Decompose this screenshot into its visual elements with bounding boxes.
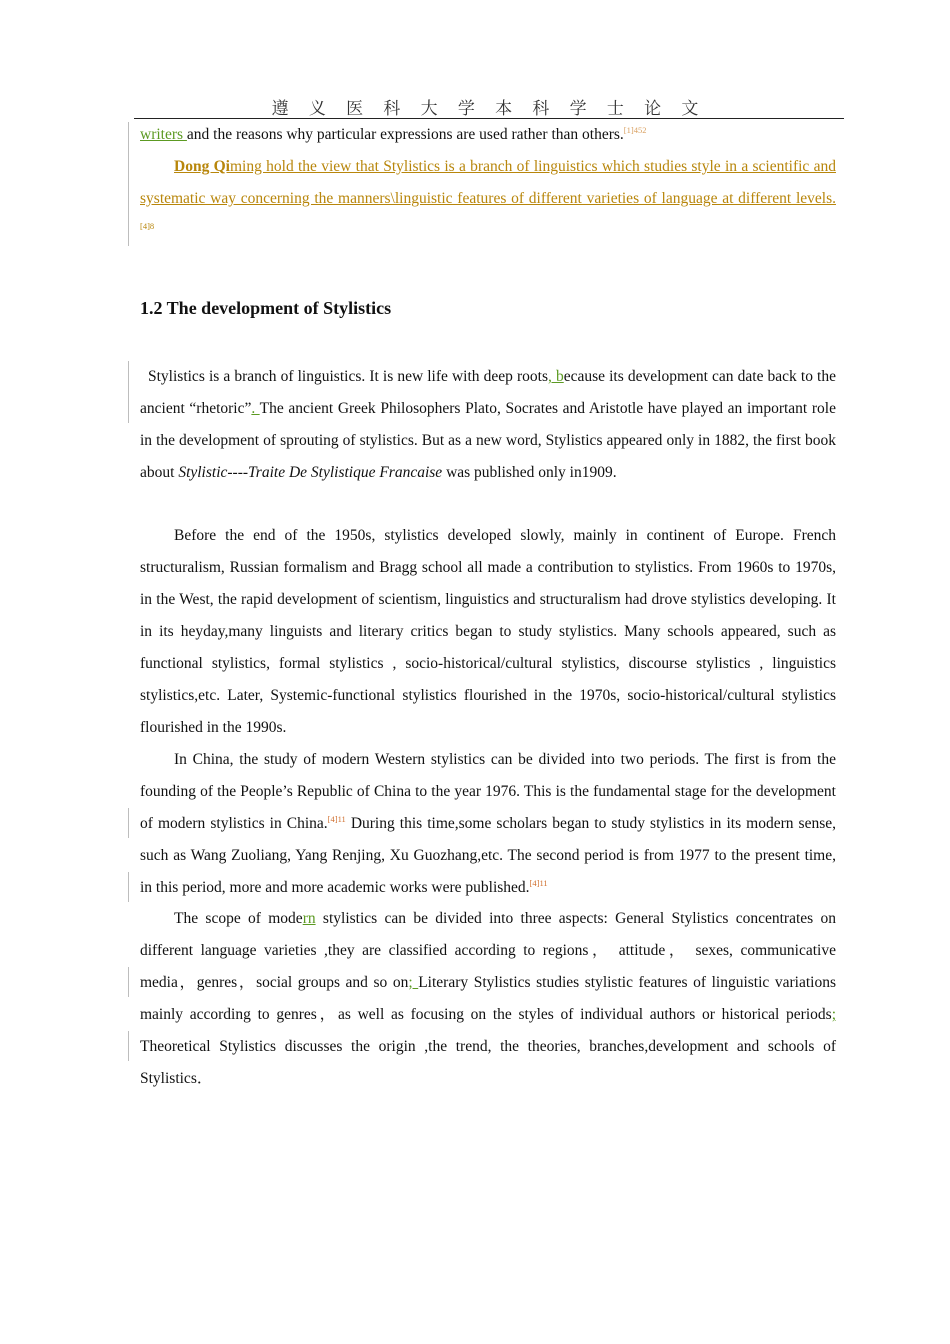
paragraph-text: Before the end of the 1950s, stylistics developed slowly, mainly in continent of Europe. French structuralism, Russian formalism and Bragg school all made a contribution to stylistics. From 1960s to 1970s, in the West, the rapid development of scientism, linguistics and structuralism had drove stylistics developing. It in its heyday,many linguists and literary critics began to study stylistics. Many schools appeared, such as functional stylistics, formal stylistics , socio-historical/cultural stylistics, discourse stylistics , linguistics stylistics,etc. Later, Systemic-functional stylistics flourished in the 1970s, socio-historical/cultural stylistics flourished in the 1990s.: [140, 527, 836, 736]
paragraph-dong-qiming: [140, 151, 836, 247]
inserted-text: writers: [140, 126, 187, 143]
citation-ref: [1]452: [623, 125, 647, 135]
paragraph-text: Literary Stylistics studies stylistic features of linguistic variations mainly according to genres，as well as focusing on the styles of individual authors or historical periods: [140, 974, 836, 1023]
citation-ref: [4]11: [327, 814, 346, 824]
inserted-text: , b: [548, 368, 564, 385]
section-heading: 1.2 The development of Stylistics: [140, 298, 392, 318]
citation-ref: [4]8: [140, 221, 155, 231]
inserted-text: rn: [302, 910, 316, 927]
inserted-text: .: [251, 400, 260, 417]
citation-ref: [4]11: [529, 878, 548, 888]
paragraph-text: was published only in1909.: [442, 464, 617, 481]
paragraph-text: ecause its development can date back to the ancient “rhetoric”: [140, 368, 836, 417]
revision-bar: [128, 1031, 129, 1061]
revision-bar: [128, 872, 129, 902]
paragraph-1950s: [140, 520, 836, 744]
page-header-title: 遵 义 医 科 大 学 本 科 学 士 论 文: [271, 99, 707, 118]
paragraph-text: The scope of mode: [174, 910, 303, 927]
paragraph-stylistics-intro: [140, 361, 836, 489]
paragraph-text: The ancient Greek Philosophers Plato, Socrates and Aristotle have played an important role in the development of sprouting of stylistics. But as a new word, Stylistics appeared only in 1882, the first book about: [140, 400, 836, 481]
paragraph-continuation: [140, 119, 836, 151]
paragraph-text: Stylistics is a branch of linguistics. It is new life with deep roots: [148, 368, 548, 385]
revision-bar: [128, 967, 129, 997]
author-name: Dong Qi: [174, 158, 230, 175]
inserted-text: ;: [408, 974, 419, 991]
paragraph-text: stylistics can be divided into three aspects: General Stylistics concentrates on different language varieties ,they are classified according to regions， attitude， sexes, communicative media，genres，social groups and so on: [140, 910, 836, 991]
paragraph-scope: [140, 903, 836, 1095]
revision-bar: [128, 361, 129, 423]
revision-bar: [128, 122, 129, 246]
paragraph-text: and the reasons why particular expressions are used rather than others.: [186, 126, 624, 143]
paragraph-text: During this time,some scholars began to study stylistics in its modern sense, such as Wang Zuoliang, Yang Renjing, Xu Guozhang,etc. The second period is from 1977 to the present time, in this period, more and more academic works were published.: [140, 815, 836, 896]
paragraph-china: [140, 744, 836, 904]
paragraph-text: ming hold the view that Stylistics is a branch of linguistics which studies style in a scientific and systematic way concerning the manners\linguistic features of different varieties of language at different levels.: [140, 158, 836, 207]
paragraph-text: Theoretical Stylistics discusses the origin ,the trend, the theories, branches,development and schools of Stylistics．: [140, 1038, 836, 1087]
inserted-text: ;: [831, 1006, 836, 1023]
paragraph-text: In China, the study of modern Western stylistics can be divided into two periods. The first is from the founding of the People’s Republic of China to the year 1976. This is the fundamental stage for the development of modern stylistics in China.: [140, 751, 836, 832]
revision-bar: [128, 808, 129, 838]
book-title: Stylistic----Traite De Stylistique Francaise: [178, 464, 443, 481]
